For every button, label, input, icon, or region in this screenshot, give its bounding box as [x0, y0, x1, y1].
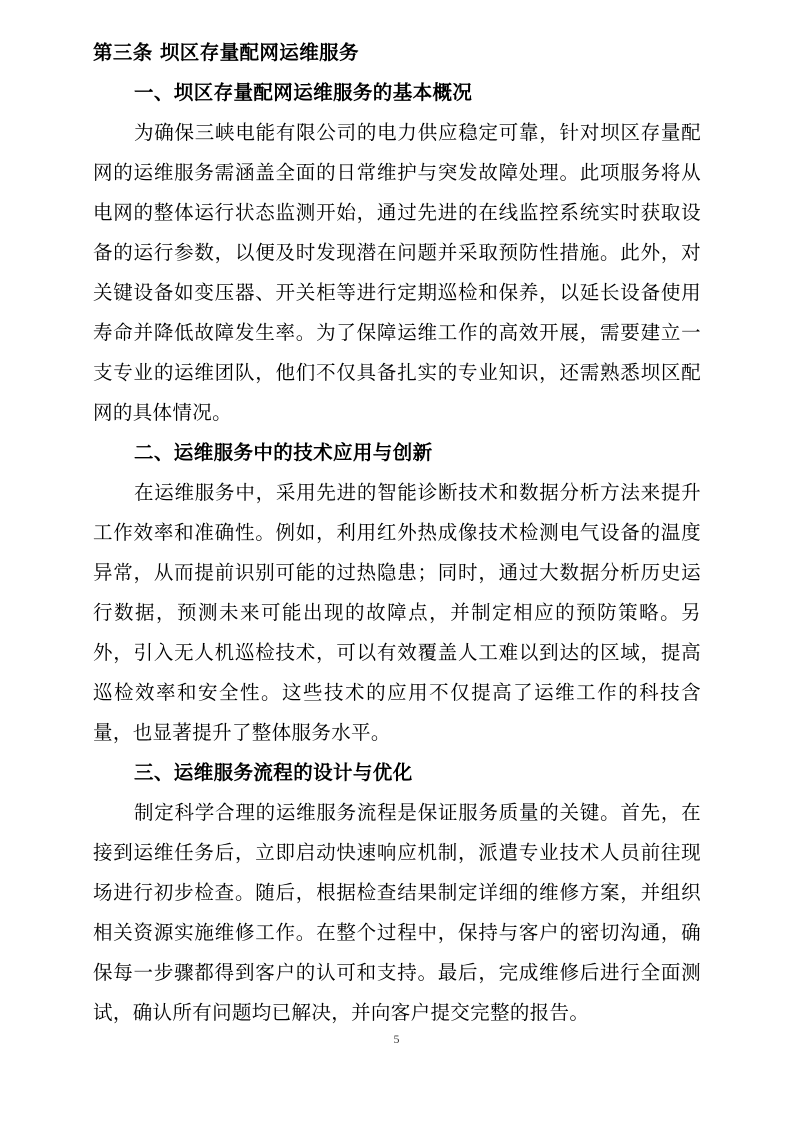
- section-paragraph-3: 制定科学合理的运维服务流程是保证服务质量的关键。首先，在接到运维任务后，立即启动快速响应机制，派遣专业技术人员前往现场进行初步检查。随后，根据检查结果制定详细的维修方案，并组织相关资源实施维修工作。在整个过程中，保持与客户的密切沟通，确保每一步骤都得到客户的认可和支持。最后，完成维修后进行全面测试，确认所有问题均已解决，并向客户提交完整的报告。: [93, 801, 701, 1024]
- section-paragraph-1: 为确保三峡电能有限公司的电力供应稳定可靠，针对坝区存量配网的运维服务需涵盖全面的日常维护与突发故障处理。此项服务将从电网的整体运行状态监测开始，通过先进的在线监控系统实时获取设备的运行参数，以便及时发现潜在问题并采取预防性措施。此外，对关键设备如变压器、开关柜等进行定期巡检和保养，以延长设备使用寿命并降低故障发生率。为了保障运维工作的高效开展，需要建立一支专业的运维团队，他们不仅具备扎实的专业知识，还需熟悉坝区配网的具体情况。: [93, 121, 701, 424]
- page-number-footer: 5: [393, 1032, 400, 1046]
- section-paragraph-2: 在运维服务中，采用先进的智能诊断技术和数据分析方法来提升工作效率和准确性。例如，利用红外热成像技术检测电气设备的温度异常，从而提前识别可能的过热隐患；同时，通过大数据分析历史运行数据，预测未来可能出现的故障点，并制定相应的预防策略。另外，引入无人机巡检技术，可以有效覆盖人工难以到达的区域，提高巡检效率和安全性。这些技术的应用不仅提高了运维工作的科技含量，也显著提升了整体服务水平。: [93, 481, 701, 744]
- section-heading-2: 二、运维服务中的技术应用与创新: [134, 441, 433, 464]
- section-heading-1: 一、坝区存量配网运维服务的基本概况: [134, 81, 473, 104]
- section-heading-3: 三、运维服务流程的设计与优化: [134, 761, 413, 784]
- page-title: 第三条 坝区存量配网运维服务: [93, 41, 359, 64]
- page-content: [93, 33, 701, 1033]
